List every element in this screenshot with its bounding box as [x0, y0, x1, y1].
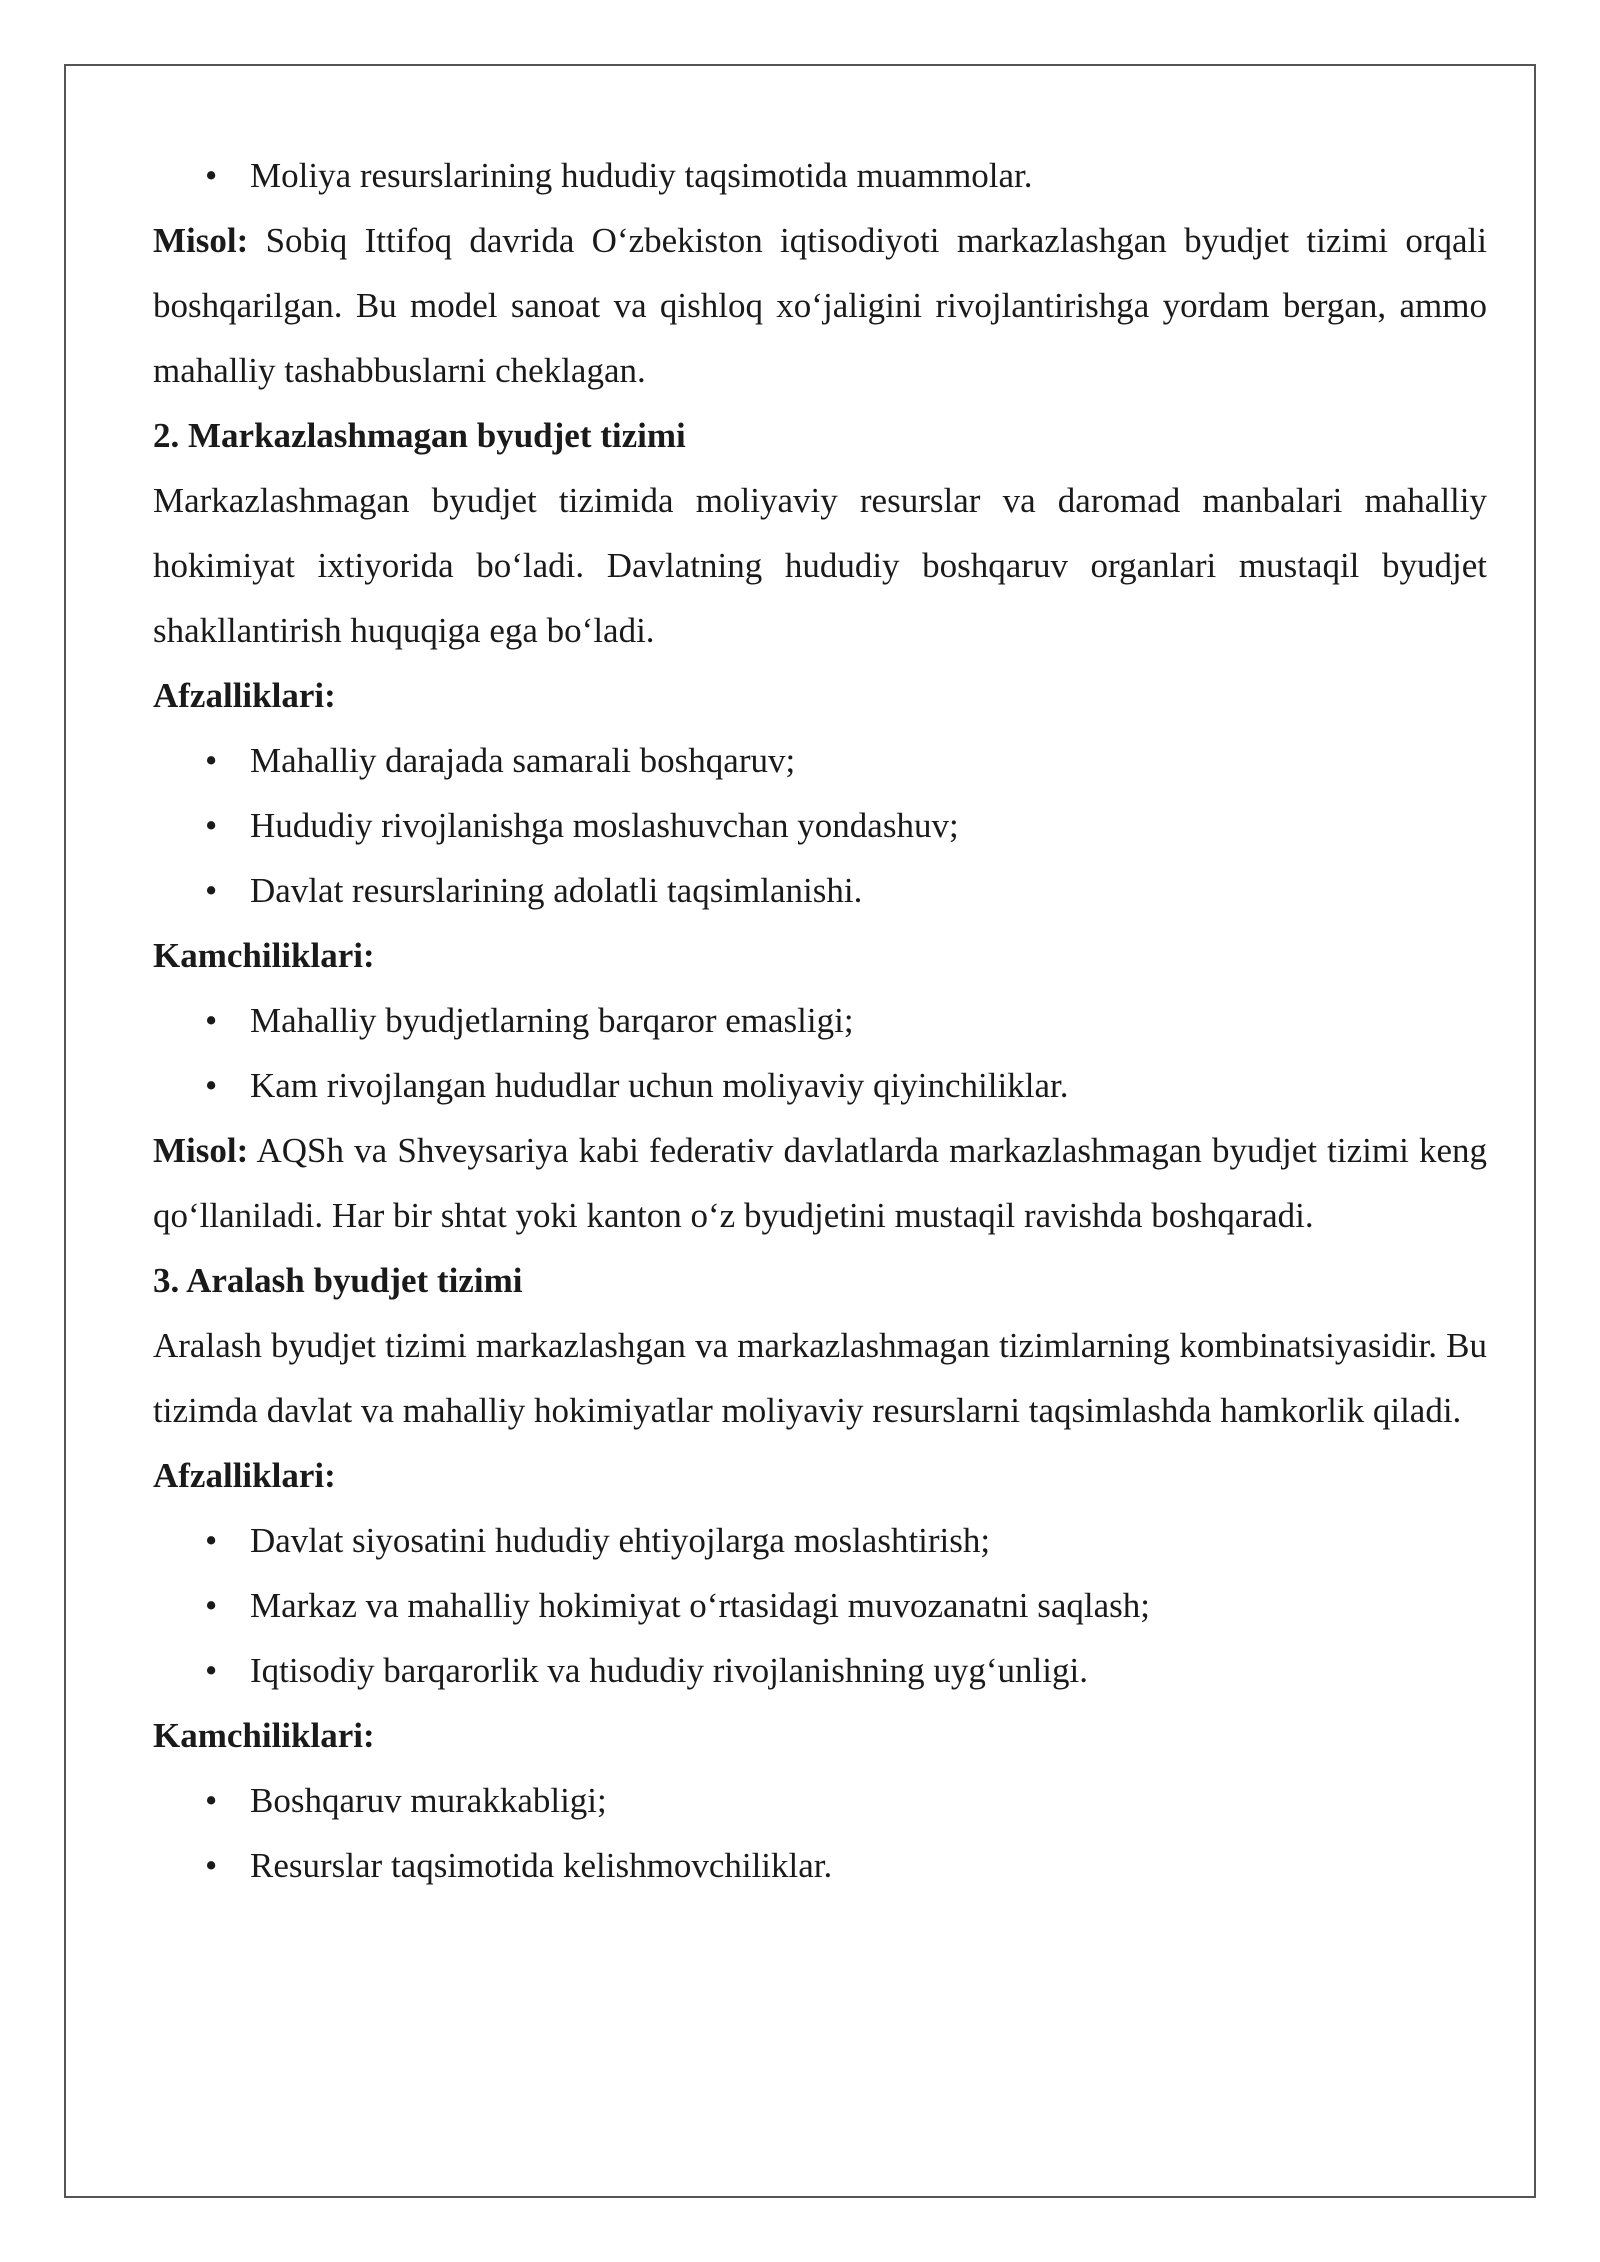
list-item: • Iqtisodiy barqarorlik va hududiy rivojlanishning uyg‘unligi.: [153, 1638, 1487, 1703]
section-2-advantages-title: Afzalliklari:: [153, 676, 336, 715]
document-body: [153, 143, 1487, 1898]
list-item: • Davlat siyosatini hududiy ehtiyojlarga moslashtirish;: [153, 1508, 1487, 1573]
bullet-icon: •: [205, 156, 218, 195]
bullet-icon: •: [205, 1521, 218, 1560]
section-2-advantages-list: [153, 728, 1487, 923]
bullet-icon: •: [205, 871, 218, 910]
bullet-icon: •: [205, 1586, 218, 1625]
list-item: • Markaz va mahalliy hokimiyat o‘rtasidagi muvozanatni saqlash;: [153, 1573, 1487, 1638]
bullet-icon: •: [205, 1846, 218, 1885]
section-3-disadvantages-list: [153, 1768, 1487, 1898]
list-item: • Kam rivojlangan hududlar uchun moliyaviy qiyinchiliklar.: [153, 1053, 1487, 1118]
section-3-paragraph: Aralash byudjet tizimi markazlashgan va markazlashmagan tizimlarning kombinatsiyasidir. Bu tizimda davlat va mahalliy hokimiyatlar moliyaviy resurslarni taqsimlashda hamkorlik qiladi.: [153, 1326, 1487, 1430]
section-3-disadvantages-title: Kamchiliklari:: [153, 1716, 375, 1755]
list-item: • Resurslar taqsimotida kelishmovchiliklar.: [153, 1833, 1487, 1898]
section-2-disadvantages-list: [153, 988, 1487, 1118]
bullet-icon: •: [205, 1781, 218, 1820]
section-2-title: 2. Markazlashmagan byudjet tizimi: [153, 416, 686, 455]
section-3-advantages-title: Afzalliklari:: [153, 1456, 336, 1495]
intro-bullet-list: [153, 143, 1487, 208]
list-item: • Hududiy rivojlanishga moslashuvchan yondashuv;: [153, 793, 1487, 858]
example-paragraph-1: Misol: Sobiq Ittifoq davrida O‘zbekiston iqtisodiyoti markazlashgan byudjet tizimi orqali boshqarilgan. Bu model sanoat va qishloq xo‘jaligini rivojlantirishga yordam bergan, ammo mahalliy tashabbuslarni cheklagan.: [153, 221, 1487, 390]
bullet-icon: •: [205, 741, 218, 780]
example-label: Misol:: [153, 221, 249, 260]
bullet-icon: •: [205, 1651, 218, 1690]
bullet-icon: •: [205, 806, 218, 845]
bullet-icon: •: [205, 1001, 218, 1040]
section-3-advantages-list: [153, 1508, 1487, 1703]
bullet-icon: •: [205, 1066, 218, 1105]
list-item: • Mahalliy darajada samarali boshqaruv;: [153, 728, 1487, 793]
example-paragraph-2: Misol: AQSh va Shveysariya kabi federativ davlatlarda markazlashmagan byudjet tizimi keng qo‘llaniladi. Har bir shtat yoki kanton o‘z byudjetini mustaqil ravishda boshqaradi.: [153, 1131, 1487, 1235]
list-item: • Boshqaruv murakkabligi;: [153, 1768, 1487, 1833]
list-item: • Mahalliy byudjetlarning barqaror emasligi;: [153, 988, 1487, 1053]
example-label: Misol:: [153, 1131, 249, 1170]
section-2-paragraph: Markazlashmagan byudjet tizimida moliyaviy resurslar va daromad manbalari mahalliy hokimiyat ixtiyorida bo‘ladi. Davlatning hududiy boshqaruv organlari mustaqil byudjet shakllantirish huquqiga ega bo‘ladi.: [153, 481, 1487, 650]
section-3-title: 3. Aralash byudjet tizimi: [153, 1261, 523, 1300]
list-item: • Moliya resurslarining hududiy taqsimotida muammolar.: [153, 143, 1487, 208]
section-2-disadvantages-title: Kamchiliklari:: [153, 936, 375, 975]
list-item: • Davlat resurslarining adolatli taqsimlanishi.: [153, 858, 1487, 923]
